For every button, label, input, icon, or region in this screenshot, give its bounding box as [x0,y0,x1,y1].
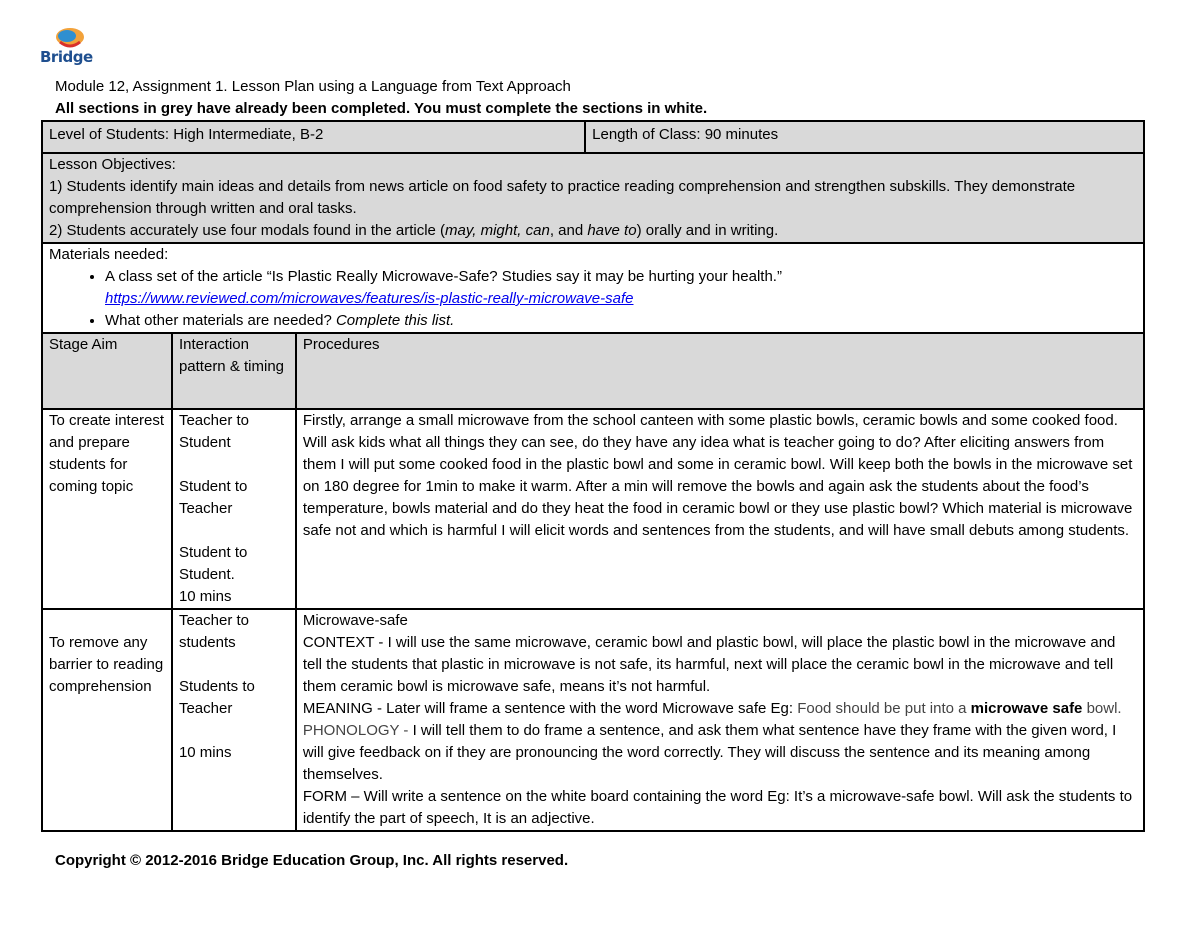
objective-2-end: ) orally and in writing. [636,222,779,239]
copyright-footer: Copyright © 2012-2016 Bridge Education Group, Inc. All rights reserved. [55,852,569,869]
row2-timing: 10 mins [178,744,232,761]
phonology-label: PHONOLOGY - [302,722,413,739]
objective-2-text: 2) Students accurately use four modals found in the article ( [49,222,446,239]
row1-interaction-1: Teacher to Student [178,412,249,451]
material-item [105,266,1137,310]
materials-label: Materials needed: [49,246,169,263]
level-text: Level of Students: High Intermediate, B-2 [49,126,324,143]
objectives-cell [42,153,1144,243]
phonology-text: I will tell them to do frame a sentence, and ask them what sentence have they frame with the given word, I will give feedback on if they are pronouncing the word correctly. They will discuss the sentence and its meaning among themselves. [302,722,1117,783]
row2-aim-text: To remove any barrier to reading comprehension [49,634,164,695]
row2-aim [42,609,172,831]
row1-timing: 10 mins [178,588,232,605]
objective-1: 1) Students identify main ideas and details from news article on food safety to practice reading comprehension and strengthen subskills. They demonstrate comprehension through written and oral tasks. [49,178,1076,217]
form-step: FORM – Will write a sentence on the white board containing the word Eg: It’s a microwave-safe bowl. Will ask the students to identify the part of speech, It is an adjective. [302,788,1133,827]
modal-have-to: have to [587,222,637,239]
context-step: CONTEXT - I will use the same microwave, ceramic bowl and plastic bowl, will place the plastic bowl in the microwave and tell the students that plastic in microwave is not safe, its harmful, next will place the ceramic bowl in the microwave and tell them ceramic bowl is microwave safe, means it’s not harmful. [302,634,1116,695]
lesson-plan-table [41,120,1145,832]
length-cell [585,121,1144,153]
level-cell [42,121,585,153]
target-word: Microwave-safe [302,612,408,629]
page-title: Module 12, Assignment 1. Lesson Plan using a Language from Text Approach [55,78,571,95]
col-header-interaction: Interaction pattern & timing [172,333,296,409]
meaning-step [303,698,1137,720]
row1-aim: To create interest and prepare students for coming topic [42,409,172,609]
col-header-procedures: Procedures [296,333,1144,409]
instructions: All sections in grey have already been completed. You must complete the sections in white. [55,100,708,117]
length-text: Length of Class: 90 minutes [592,126,779,143]
example-bold: microwave safe [970,700,1083,717]
material-instruction: Complete this list. [335,312,455,329]
meaning-text: MEANING - Later will frame a sentence with the word Microwave safe Eg: [302,700,798,717]
row1-interaction-2: Student to Teacher [178,478,248,517]
phonology-step [303,720,1137,786]
material-article: A class set of the article “Is Plastic Really Microwave-Safe? Studies say it may be hurting your health.” [105,268,782,285]
objective-2 [49,220,1137,242]
row2-interaction-1: Teacher to students [178,612,249,651]
example-sentence-start: Food should be put into a [797,700,971,717]
objectives-label: Lesson Objectives: [49,156,176,173]
row2-interaction-2: Students to Teacher [178,678,255,717]
modal-list: may, might, can [445,222,550,239]
materials-list [49,266,1137,332]
row1-procedure: Firstly, arrange a small microwave from the school canteen with some plastic bowls, ceramic bowls and some cooked food. Will ask kids what all things they can see, do they have any idea what is teacher going to do? After eliciting answers from them I will put some cooked food in the plastic bowl and some in ceramic bowl. Will keep both the bowls in the microwave set on 180 degree for 1min to make it warm. After a min will remove the bowls and again ask the students about the food’s temperature, bowls material and do they heat the food in ceramic bowl or they use plastic bowl? Which material is microwave safe not and which is harmful I will elicit words and sentences from the students, and will have small debuts among students. [296,409,1144,609]
material-item [105,310,1137,332]
example-sentence-end: bowl. [1082,700,1122,717]
materials-cell [42,243,1144,333]
article-link[interactable]: https://www.reviewed.com/microwaves/features/is-plastic-really-microwave-safe [105,290,634,307]
material-question: What other materials are needed? [105,312,336,329]
logo-text: Bridge [40,48,93,66]
row2-procedure [296,609,1144,831]
objective-2-and: , and [549,222,588,239]
row1-interaction [172,409,296,609]
col-header-stage: Stage Aim [42,333,172,409]
row1-interaction-3: Student to Student. [178,544,248,583]
row2-interaction [172,609,296,831]
